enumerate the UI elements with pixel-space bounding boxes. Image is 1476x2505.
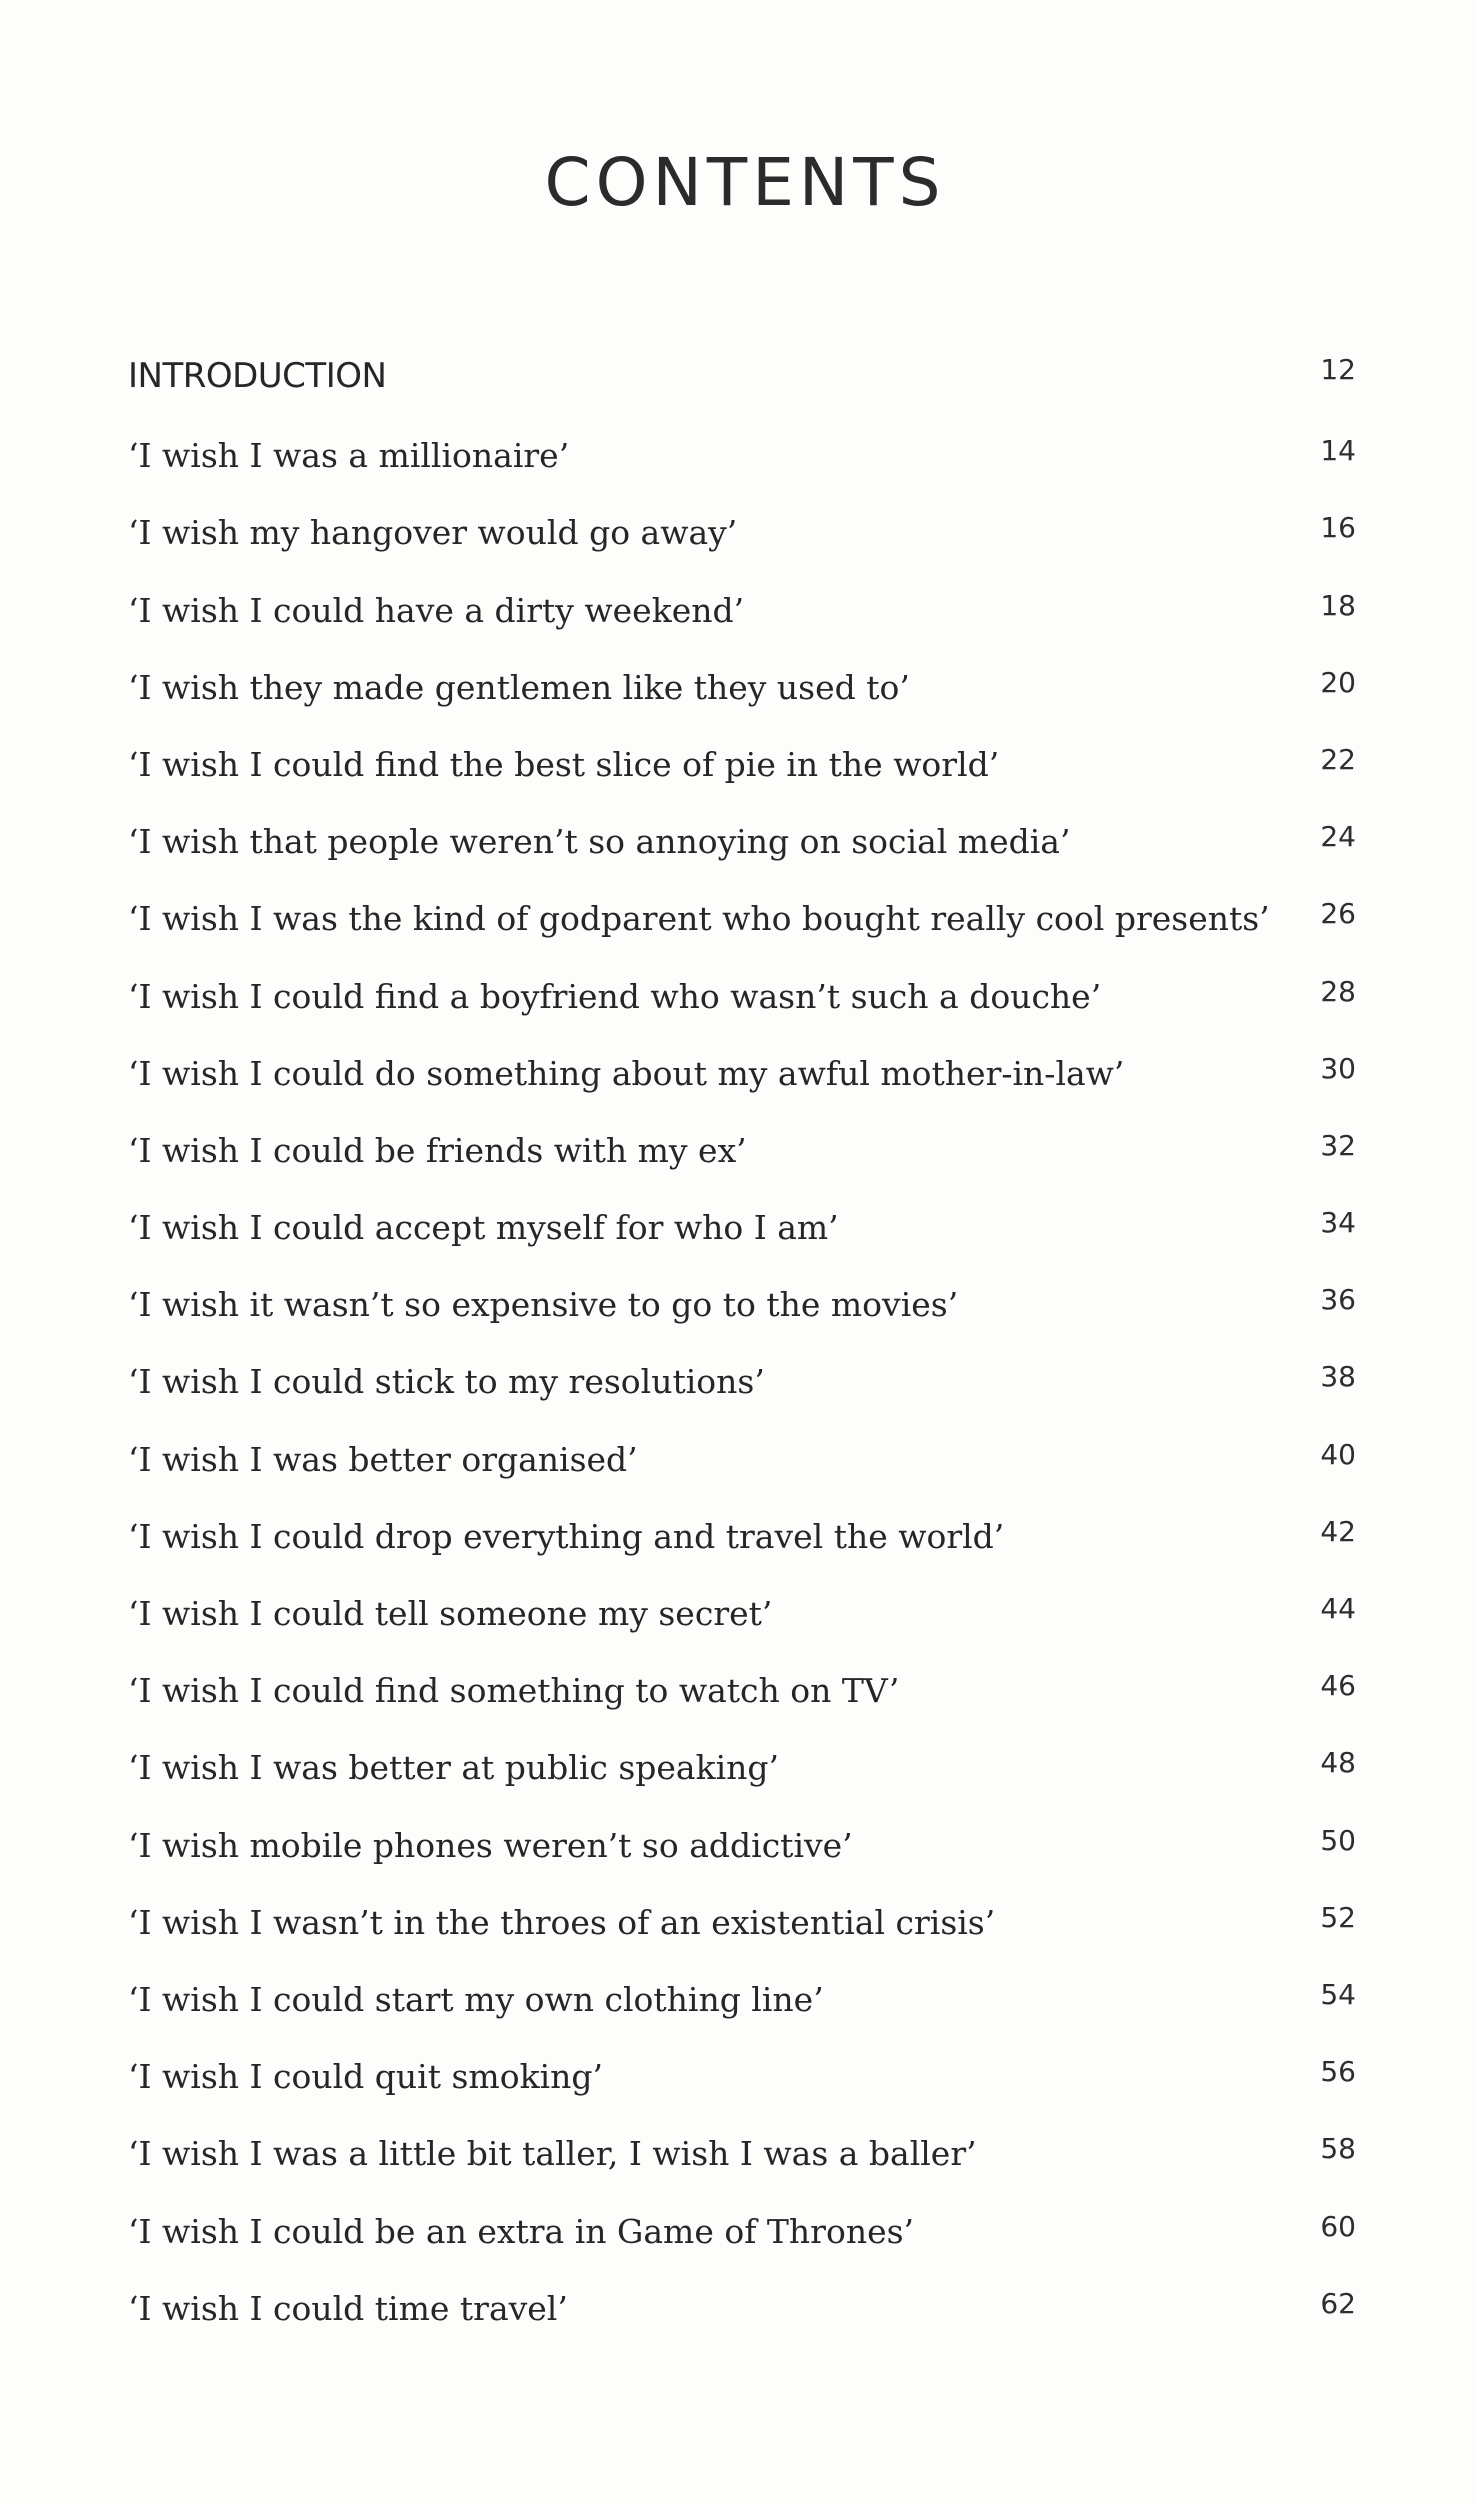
- toc-entry-page: 42: [1320, 1514, 1356, 1548]
- toc-entry-page: 14: [1320, 434, 1356, 468]
- page-title: CONTENTS: [544, 144, 946, 221]
- toc-entry-page: 28: [1320, 974, 1356, 1008]
- toc-entry: [128, 665, 1356, 748]
- toc-entry-page: 18: [1320, 588, 1356, 622]
- toc-entry-page: 56: [1320, 2055, 1356, 2089]
- toc-entry-title: ‘I wish I could time travel’: [128, 2288, 568, 2328]
- toc-entry-title: ‘I wish I was a millionaire’: [128, 436, 570, 476]
- toc-entry-page: 34: [1320, 1206, 1356, 1240]
- toc-entry: [128, 2209, 1356, 2292]
- toc-entry-page: 24: [1320, 820, 1356, 854]
- toc-entry: [128, 1128, 1356, 1211]
- toc-entry-title: ‘I wish they made gentlemen like they used to’: [128, 667, 910, 707]
- toc-entry-title: ‘I wish I could tell someone my secret’: [128, 1594, 773, 1633]
- toc-entry: [128, 588, 1356, 671]
- toc-entry-page: 48: [1320, 1746, 1356, 1780]
- toc-entry: [128, 434, 1356, 516]
- toc-entry: [128, 1977, 1356, 2060]
- toc-entry-page: 36: [1320, 1283, 1356, 1317]
- toc-entry-title: ‘I wish my hangover would go away’: [128, 513, 738, 553]
- toc-entry-page: 62: [1320, 2286, 1356, 2320]
- toc-entry-page: 38: [1320, 1360, 1356, 1394]
- toc-entry-title: ‘I wish I was the kind of godparent who bought really cool presents’: [128, 899, 1270, 939]
- toc-entry-page: 30: [1320, 1051, 1356, 1085]
- toc-entry: [128, 2132, 1356, 2214]
- toc-entry: [128, 1437, 1356, 1520]
- toc-entry-title: ‘I wish I could drop everything and travel the world’: [128, 1516, 1005, 1556]
- toc-entry-title: ‘I wish I was a little bit taller, I wish I was a baller’: [128, 2134, 977, 2174]
- toc-entry-title: ‘I wish I was better organised’: [128, 1439, 638, 1479]
- toc-entry-title: ‘I wish I could quit smoking’: [128, 2057, 603, 2097]
- toc-entry-title: ‘I wish I wasn’t in the throes of an existential crisis’: [128, 1902, 996, 1942]
- toc-entry-title: ‘I wish I could be an extra in Game of Thrones’: [128, 2211, 915, 2251]
- toc-entry-title: ‘I wish I could do something about my awful mother-in-law’: [128, 1053, 1125, 1093]
- toc-entry-title: ‘I wish it wasn’t so expensive to go to the movies’: [128, 1285, 959, 1325]
- toc-entry-page: 50: [1320, 1823, 1356, 1857]
- toc-entry: [128, 820, 1356, 902]
- toc-entry: [128, 742, 1356, 825]
- toc-entry-page: 46: [1320, 1669, 1356, 1703]
- toc-entry-title: ‘I wish I could find the best slice of pie in the world’: [128, 744, 1000, 784]
- toc-entry-page: 40: [1320, 1437, 1356, 1471]
- toc-entry-page: 20: [1320, 665, 1356, 699]
- toc-entry-title: INTRODUCTION: [128, 356, 387, 396]
- toc-entry-title: ‘I wish I could stick to my resolutions’: [128, 1362, 765, 1402]
- toc-entry-page: 32: [1320, 1128, 1356, 1162]
- toc-entry-page: 26: [1320, 897, 1356, 931]
- toc-entry-title: ‘I wish I could be friends with my ex’: [128, 1130, 747, 1170]
- toc-entry: [128, 2055, 1356, 2137]
- toc-entry-introduction: [128, 353, 1356, 439]
- toc-entry-title: ‘I wish that people weren’t so annoying on social media’: [128, 822, 1071, 862]
- toc-entry-title: ‘I wish mobile phones weren’t so addictive’: [128, 1825, 853, 1865]
- toc-entry: [128, 2286, 1356, 2369]
- toc-entry: [128, 1900, 1356, 1983]
- toc-entry: [128, 1206, 1356, 1288]
- toc-entry: [128, 1746, 1356, 1828]
- toc-entry-title: ‘I wish I could start my own clothing line’: [128, 1979, 824, 2019]
- toc-entry-title: ‘I wish I was better at public speaking’: [128, 1748, 780, 1788]
- toc-entry-title: ‘I wish I could accept myself for who I am’: [128, 1208, 839, 1248]
- toc-entry: [128, 974, 1356, 1057]
- toc-entry: [128, 1592, 1356, 1674]
- toc-entry: [128, 1823, 1356, 1906]
- toc-entry-page: 22: [1320, 742, 1356, 776]
- toc-entry-page: 52: [1320, 1900, 1356, 1934]
- toc-entry: [128, 1360, 1356, 1442]
- toc-entry: [128, 1283, 1356, 1365]
- toc-entry-page: 12: [1320, 353, 1356, 386]
- toc-entry-page: 44: [1320, 1592, 1356, 1625]
- toc-entry-page: 16: [1320, 511, 1356, 545]
- toc-entry: [128, 1669, 1356, 1751]
- toc-entry-title: ‘I wish I could find something to watch on TV’: [128, 1671, 900, 1711]
- toc-entry-page: 58: [1320, 2132, 1356, 2166]
- toc-entry-page: 60: [1320, 2209, 1356, 2243]
- table-of-contents: [128, 353, 1356, 2369]
- toc-entry: [128, 511, 1356, 593]
- toc-entry: [128, 1514, 1356, 1597]
- toc-entry: [128, 897, 1356, 979]
- toc-entry-title: ‘I wish I could find a boyfriend who wasn’t such a douche’: [128, 976, 1102, 1016]
- toc-entry: [128, 1051, 1356, 1134]
- toc-entry-title: ‘I wish I could have a dirty weekend’: [128, 590, 745, 630]
- toc-entry-page: 54: [1320, 1977, 1356, 2011]
